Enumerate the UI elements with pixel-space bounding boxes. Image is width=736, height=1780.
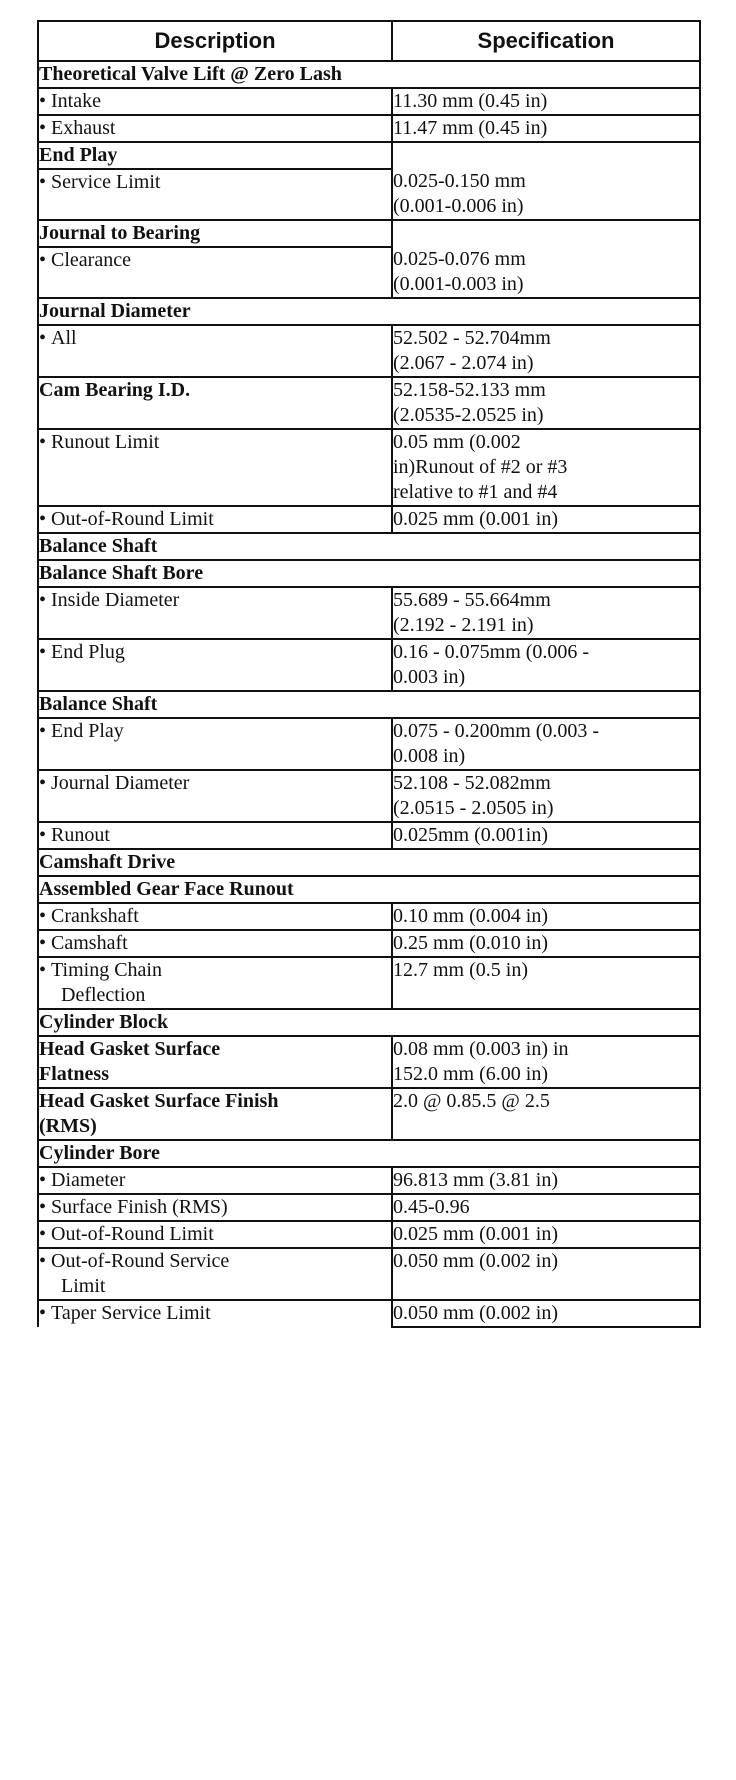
section-title [38, 1036, 392, 1088]
value-line: 55.689 - 55.664mm [393, 589, 551, 611]
item-label [38, 1248, 392, 1300]
item-label: • All [38, 325, 392, 377]
spec-row [38, 1248, 700, 1300]
spec-row [38, 1194, 700, 1221]
value-line: (2.0535-2.0525 in) [393, 404, 544, 426]
item-label: • Runout Limit [38, 429, 392, 506]
item-label: • Clearance [38, 247, 392, 298]
specification-table [37, 20, 701, 1328]
header-row [38, 21, 700, 61]
section-title: End Play [38, 142, 392, 169]
section-title: Journal Diameter [38, 298, 700, 325]
value-line: (0.001-0.006 in) [393, 195, 524, 217]
value-line: relative to #1 and #4 [393, 481, 558, 503]
value-line: (2.0515 - 2.0505 in) [393, 797, 554, 819]
item-value [392, 718, 700, 770]
spec-row [38, 325, 700, 377]
item-value: 11.47 mm (0.45 in) [392, 115, 700, 142]
section-row [38, 1009, 700, 1036]
value-line: in)Runout of #2 or #3 [393, 456, 568, 478]
item-label: • Out-of-Round Limit [38, 1221, 392, 1248]
value-line: (2.192 - 2.191 in) [393, 614, 534, 636]
value-line: 52.158-52.133 mm [393, 379, 546, 401]
spec-row [38, 429, 700, 506]
section-value [392, 377, 700, 429]
spec-row [38, 1300, 700, 1327]
item-value: 11.30 mm (0.45 in) [392, 88, 700, 115]
title-line: (RMS) [39, 1115, 97, 1137]
spec-row [38, 587, 700, 639]
item-value [392, 587, 700, 639]
item-label: • Out-of-Round Limit [38, 506, 392, 533]
section-title: Cam Bearing I.D. [38, 377, 392, 429]
value-line: 0.025-0.076 mm [393, 248, 526, 270]
section-row [38, 533, 700, 560]
section-title: Theoretical Valve Lift @ Zero Lash [38, 61, 700, 88]
value-line: 0.075 - 0.200mm (0.003 - [393, 720, 600, 742]
section-row [38, 691, 700, 718]
item-value [392, 325, 700, 377]
value-line: 0.008 in) [393, 745, 466, 767]
item-value: 0.45-0.96 [392, 1194, 700, 1221]
spec-row [38, 639, 700, 691]
item-value [392, 169, 700, 220]
spec-row [38, 930, 700, 957]
spec-row [38, 1036, 700, 1088]
section-row [38, 142, 700, 169]
spec-row [38, 169, 700, 220]
spec-row [38, 1221, 700, 1248]
section-value: 2.0 @ 0.85.5 @ 2.5 [392, 1088, 700, 1140]
spec-row [38, 247, 700, 298]
item-value: 96.813 mm (3.81 in) [392, 1167, 700, 1194]
section-title: Camshaft Drive [38, 849, 700, 876]
item-label [38, 957, 392, 1009]
section-row [38, 298, 700, 325]
section-title [38, 1088, 392, 1140]
section-title: Balance Shaft [38, 533, 700, 560]
label-line: Deflection [61, 984, 146, 1006]
spec-row [38, 770, 700, 822]
item-value: 0.025 mm (0.001 in) [392, 506, 700, 533]
item-label: • Crankshaft [38, 903, 392, 930]
title-line: Head Gasket Surface [39, 1038, 221, 1060]
item-label: • Diameter [38, 1167, 392, 1194]
value-line: 52.108 - 52.082mm [393, 772, 551, 794]
section-title: Journal to Bearing [38, 220, 392, 247]
item-label: • Journal Diameter [38, 770, 392, 822]
item-value [392, 247, 700, 298]
section-row [38, 377, 700, 429]
spec-row [38, 1088, 700, 1140]
section-title: Cylinder Bore [38, 1140, 700, 1167]
item-label: • End Plug [38, 639, 392, 691]
title-line: Head Gasket Surface Finish [39, 1090, 279, 1112]
value-line: 0.16 - 0.075mm (0.006 - [393, 641, 590, 663]
spec-row [38, 115, 700, 142]
spec-row [38, 957, 700, 1009]
section-row [38, 1140, 700, 1167]
spec-row [38, 88, 700, 115]
title-line: Flatness [39, 1063, 109, 1085]
spec-row [38, 718, 700, 770]
item-label: • Taper Service Limit [38, 1300, 392, 1327]
item-label: • Runout [38, 822, 392, 849]
item-value: 0.10 mm (0.004 in) [392, 903, 700, 930]
item-label: • Camshaft [38, 930, 392, 957]
section-row [38, 61, 700, 88]
section-title: Balance Shaft [38, 691, 700, 718]
item-value: 0.25 mm (0.010 in) [392, 930, 700, 957]
label-line: Timing Chain [51, 959, 162, 981]
label-line: Out-of-Round Service [51, 1250, 230, 1272]
item-value [392, 639, 700, 691]
value-line: 0.08 mm (0.003 in) in [393, 1038, 569, 1060]
specification-header: Specification [392, 21, 700, 61]
item-value [392, 429, 700, 506]
description-header: Description [38, 21, 392, 61]
item-label: • Exhaust [38, 115, 392, 142]
item-value [392, 770, 700, 822]
section-row [38, 876, 700, 903]
item-label: • Intake [38, 88, 392, 115]
item-value: 0.025mm (0.001in) [392, 822, 700, 849]
item-value: 0.025 mm (0.001 in) [392, 1221, 700, 1248]
section-title: Cylinder Block [38, 1009, 700, 1036]
section-row [38, 849, 700, 876]
spec-row [38, 822, 700, 849]
value-line: 52.502 - 52.704mm [393, 327, 551, 349]
item-value: 12.7 mm (0.5 in) [392, 957, 700, 1009]
section-title: Balance Shaft Bore [38, 560, 700, 587]
item-value: 0.050 mm (0.002 in) [392, 1300, 700, 1327]
item-label: • Service Limit [38, 169, 392, 220]
item-value: 0.050 mm (0.002 in) [392, 1248, 700, 1300]
value-line: 152.0 mm (6.00 in) [393, 1063, 548, 1085]
item-label: • Surface Finish (RMS) [38, 1194, 392, 1221]
value-line: 0.025-0.150 mm [393, 170, 526, 192]
section-value [392, 1036, 700, 1088]
spec-row [38, 1167, 700, 1194]
label-line: Limit [61, 1275, 106, 1297]
value-line: 0.003 in) [393, 666, 466, 688]
spec-row [38, 506, 700, 533]
section-title: Assembled Gear Face Runout [38, 876, 700, 903]
item-label: • End Play [38, 718, 392, 770]
spec-row [38, 903, 700, 930]
section-row [38, 220, 700, 247]
section-row [38, 560, 700, 587]
value-line: (0.001-0.003 in) [393, 273, 524, 295]
item-label: • Inside Diameter [38, 587, 392, 639]
value-line: (2.067 - 2.074 in) [393, 352, 534, 374]
value-line: 0.05 mm (0.002 [393, 431, 521, 453]
